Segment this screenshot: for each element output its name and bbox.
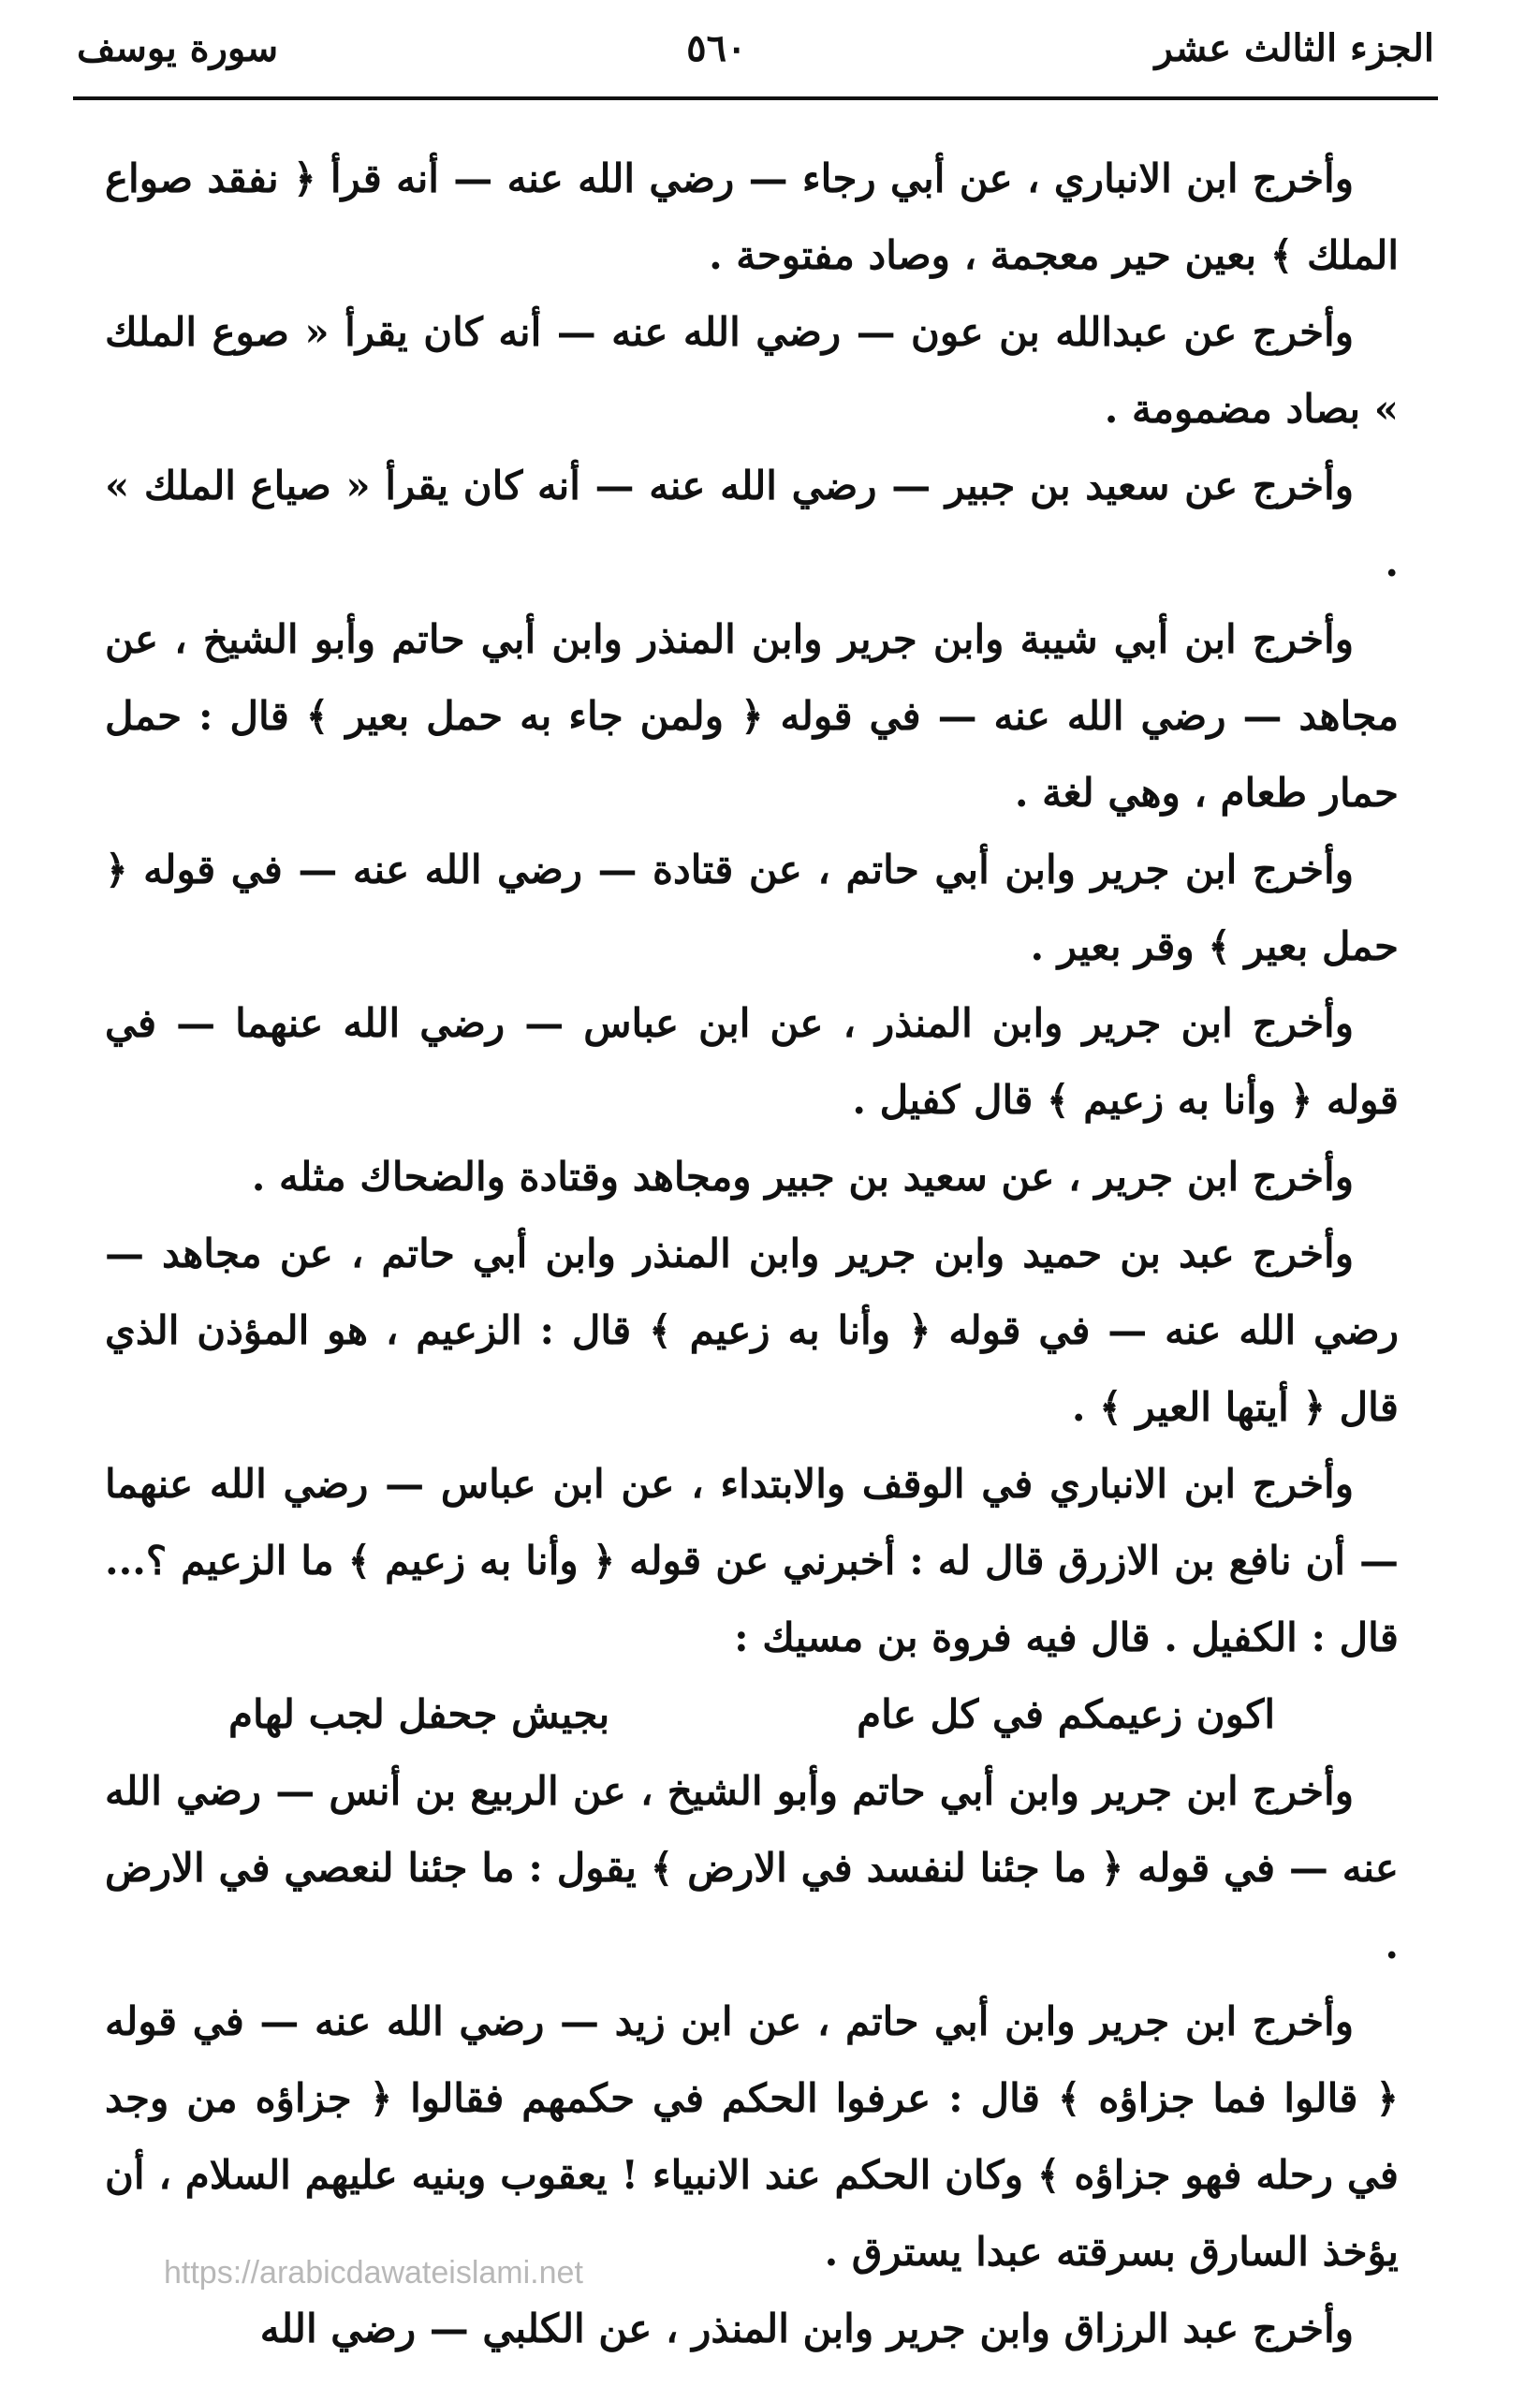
paragraph-6: وأخرج ابن جرير وابن المنذر ، عن ابن عباس — رضي الله عنهما — في قوله ﴿ وأنا به زعيم ﴾ قال كفيل . — [105, 1000, 1399, 1123]
running-header — [77, 15, 1434, 81]
verse-first-hemistich: اكون زعيمكم في كل عام — [857, 1691, 1276, 1737]
poetry-verse — [105, 1676, 1399, 1753]
surah-label: سورة يوسف — [77, 25, 279, 70]
watermark-url: https://arabicdawateislami.net — [164, 2255, 583, 2291]
paragraph-11: وأخرج ابن جرير وابن أبي حاتم ، عن ابن زيد — رضي الله عنه — في قوله ﴿ قالوا فما جزاؤه ﴾ قال : عرفوا الحكم في حكمهم فقالوا ﴿ جزاؤه من وجد في رحله فهو جزاؤه ﴾ وكان الحكم عند الانبياء ! يعقوب وبنيه عليهم السلام ، أن يؤخذ السارق بسرقته عبدا يسترق . — [105, 1998, 1399, 2275]
paragraph-7: وأخرج ابن جرير ، عن سعيد بن جبير ومجاهد وقتادة والضحاك مثله . — [251, 1154, 1354, 1200]
paragraph-3: وأخرج عن سعيد بن جبير — رضي الله عنه — أنه كان يقرأ « صياع الملك » . — [105, 463, 1399, 585]
page-number: ٥٦٠ — [686, 25, 747, 70]
page-body — [105, 140, 1399, 2367]
paragraph-4: وأخرج ابن أبي شيبة وابن جرير وابن المنذر وابن أبي حاتم وأبو الشيخ ، عن مجاهد — رضي الله عنه — في قوله ﴿ ولمن جاء به حمل بعير ﴾ قال : حمل حمار طعام ، وهي لغة . — [105, 616, 1399, 816]
part-label: الجزء الثالث عشر — [1154, 25, 1434, 70]
paragraph-12: وأخرج عبد الرزاق وابن جرير وابن المنذر ، عن الكلبي — رضي الله — [259, 2306, 1354, 2351]
paragraph-9: وأخرج ابن الانباري في الوقف والابتداء ، عن ابن عباس — رضي الله عنهما — أن نافع بن الازرق قال له : أخبرني عن قوله ﴿ وأنا به زعيم ﴾ ما الزعيم ؟... قال : الكفيل . قال فيه فروة بن مسيك : — [105, 1461, 1399, 1660]
verse-second-hemistich: بجيش جحفل لجب لهام — [228, 1691, 610, 1737]
paragraph-10: وأخرج ابن جرير وابن أبي حاتم وأبو الشيخ ، عن الربيع بن أنس — رضي الله عنه — في قوله ﴿ ما جئنا لنفسد في الارض ﴾ يقول : ما جئنا لنعصي في الارض . — [105, 1768, 1399, 1967]
paragraph-2: وأخرج عن عبدالله بن عون — رضي الله عنه — أنه كان يقرأ « صوع الملك » بصاد مضمومة . — [105, 309, 1399, 432]
paragraph-5: وأخرج ابن جرير وابن أبي حاتم ، عن قتادة — رضي الله عنه — في قوله ﴿ حمل بعير ﴾ وقر بعير . — [105, 847, 1399, 969]
header-rule — [73, 96, 1438, 100]
paragraph-8: وأخرج عبد بن حميد وابن جرير وابن المنذر وابن أبي حاتم ، عن مجاهد — رضي الله عنه — في قوله ﴿ وأنا به زعيم ﴾ قال : الزعيم ، هو المؤذن الذي قال ﴿ أيتها العير ﴾ . — [105, 1230, 1399, 1430]
paragraph-1: وأخرج ابن الانباري ، عن أبي رجاء — رضي الله عنه — أنه قرأ ﴿ نفقد صواع الملك ﴾ بعين حير معجمة ، وصاد مفتوحة . — [105, 155, 1399, 278]
